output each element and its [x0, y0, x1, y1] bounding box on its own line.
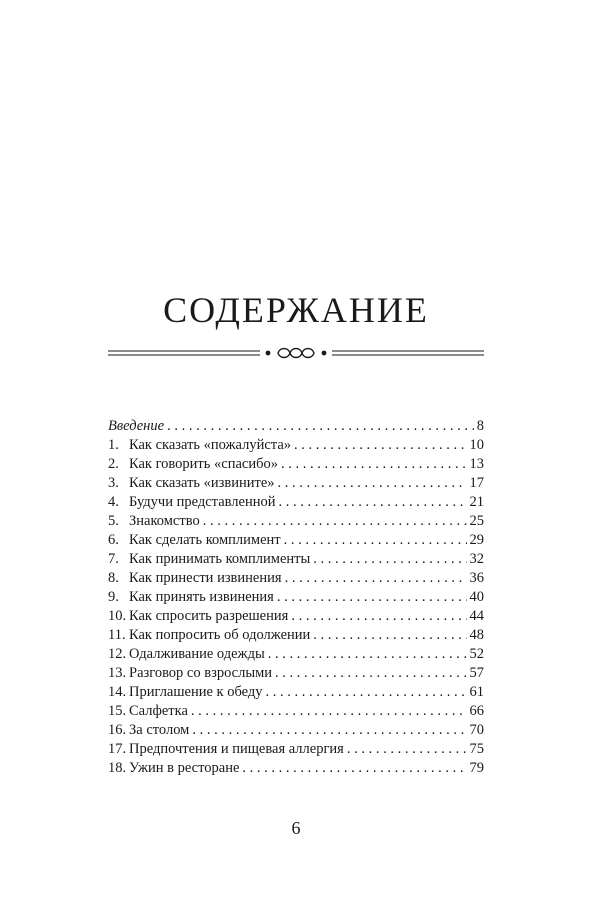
toc-entry-title: Будучи представленной: [129, 494, 276, 510]
toc-dot-leader: [277, 588, 467, 607]
toc-entry-title: Разговор со взрослыми: [129, 665, 273, 681]
toc-entry-number: 11.: [108, 627, 126, 643]
toc-entry-page: 17: [469, 475, 484, 491]
toc-dot-leader: [275, 664, 466, 683]
toc-entry-number: 6.: [108, 532, 119, 548]
toc-entry-page: 66: [469, 703, 484, 719]
toc-entry-page: 79: [469, 760, 484, 776]
toc-entry-page: 25: [469, 513, 484, 529]
toc-dot-leader: [191, 702, 467, 721]
toc-entry: [108, 436, 484, 455]
toc-dot-leader: [281, 455, 467, 474]
toc-entry-number: 12.: [108, 646, 127, 662]
toc-entry-title: Как говорить «спасибо»: [129, 456, 278, 472]
toc-entry: [108, 607, 484, 626]
toc-entry-title: Приглашение к обеду: [129, 684, 263, 700]
toc-dot-leader: [284, 531, 467, 550]
contents-heading: СОДЕРЖАНИЕ: [163, 290, 429, 330]
toc-entry-page: 44: [469, 608, 484, 624]
toc-dot-leader: [313, 550, 466, 569]
page-number: 6: [291, 818, 301, 838]
toc-entry-page: 75: [469, 741, 484, 757]
toc-entry: [108, 417, 484, 436]
toc-entry-page: 48: [469, 627, 484, 643]
toc-entry-number: 4.: [108, 494, 119, 510]
toc-dot-leader: [291, 607, 466, 626]
toc-entry-title: Как спросить разрешения: [129, 608, 289, 624]
flourish-divider-icon: [108, 343, 484, 363]
toc-dot-leader: [203, 512, 467, 531]
toc-dot-leader: [242, 759, 466, 778]
toc-entry-page: 10: [469, 437, 484, 453]
toc-entry-title: Предпочтения и пищевая аллергия: [129, 741, 344, 757]
toc-entry: [108, 759, 484, 778]
table-of-contents: [108, 417, 484, 778]
toc-entry: [108, 683, 484, 702]
toc-entry-page: 61: [469, 684, 484, 700]
toc-entry: [108, 645, 484, 664]
toc-dot-leader: [192, 721, 466, 740]
toc-entry-title: Знакомство: [129, 513, 200, 529]
toc-entry-page: 36: [469, 570, 484, 586]
toc-dot-leader: [278, 474, 467, 493]
toc-entry: [108, 740, 484, 759]
toc-entry-page: 70: [469, 722, 484, 738]
toc-entry: [108, 588, 484, 607]
toc-dot-leader: [268, 645, 467, 664]
toc-entry: [108, 569, 484, 588]
toc-entry-number: 18.: [108, 760, 127, 776]
toc-entry-number: 1.: [108, 437, 119, 453]
toc-entry-number: 15.: [108, 703, 127, 719]
toc-entry-page: 8: [476, 418, 484, 434]
toc-entry: [108, 550, 484, 569]
toc-dot-leader: [167, 417, 474, 436]
toc-entry-title: Одалживание одежды: [129, 646, 265, 662]
toc-entry: [108, 702, 484, 721]
toc-entry-number: 9.: [108, 589, 119, 605]
toc-entry-number: 3.: [108, 475, 119, 491]
toc-entry: [108, 721, 484, 740]
toc-dot-leader: [285, 569, 467, 588]
toc-entry-title: Как сказать «пожалуйста»: [129, 437, 292, 453]
toc-entry: [108, 474, 484, 493]
toc-entry-number: 14.: [108, 684, 127, 700]
toc-entry-number: 13.: [108, 665, 127, 681]
toc-entry-title: Как сделать комплимент: [129, 532, 281, 548]
toc-dot-leader: [278, 493, 466, 512]
toc-entry-title: Как принимать комплименты: [129, 551, 311, 567]
toc-entry-number: 10.: [108, 608, 127, 624]
toc-entry-title: Как попросить об одолжении: [129, 627, 311, 643]
toc-entry-number: 16.: [108, 722, 127, 738]
toc-entry-page: 29: [469, 532, 484, 548]
toc-entry: [108, 512, 484, 531]
toc-entry-page: 21: [469, 494, 484, 510]
toc-entry-title: Как принести извинения: [129, 570, 282, 586]
toc-entry-title: Салфетка: [129, 703, 188, 719]
toc-entry-page: 57: [469, 665, 484, 681]
toc-entry-title: За столом: [129, 722, 190, 738]
toc-entry-title: Ужин в ресторане: [129, 760, 240, 776]
toc-entry: [108, 531, 484, 550]
toc-entry-page: 52: [469, 646, 484, 662]
toc-dot-leader: [294, 436, 466, 455]
toc-entry-page: 40: [469, 589, 484, 605]
toc-entry: [108, 455, 484, 474]
toc-entry-title: Как сказать «извините»: [129, 475, 275, 491]
toc-entry-title: Введение: [108, 418, 165, 434]
toc-entry: [108, 493, 484, 512]
toc-entry-number: 2.: [108, 456, 119, 472]
toc-entry-number: 17.: [108, 741, 127, 757]
toc-dot-leader: [347, 740, 467, 759]
toc-dot-leader: [313, 626, 466, 645]
toc-entry-title: Как принять извинения: [129, 589, 274, 605]
toc-entry-number: 7.: [108, 551, 119, 567]
toc-entry-number: 8.: [108, 570, 119, 586]
toc-entry: [108, 626, 484, 645]
toc-dot-leader: [266, 683, 467, 702]
toc-entry: [108, 664, 484, 683]
toc-entry-page: 32: [469, 551, 484, 567]
toc-entry-number: 5.: [108, 513, 119, 529]
toc-entry-page: 13: [469, 456, 484, 472]
